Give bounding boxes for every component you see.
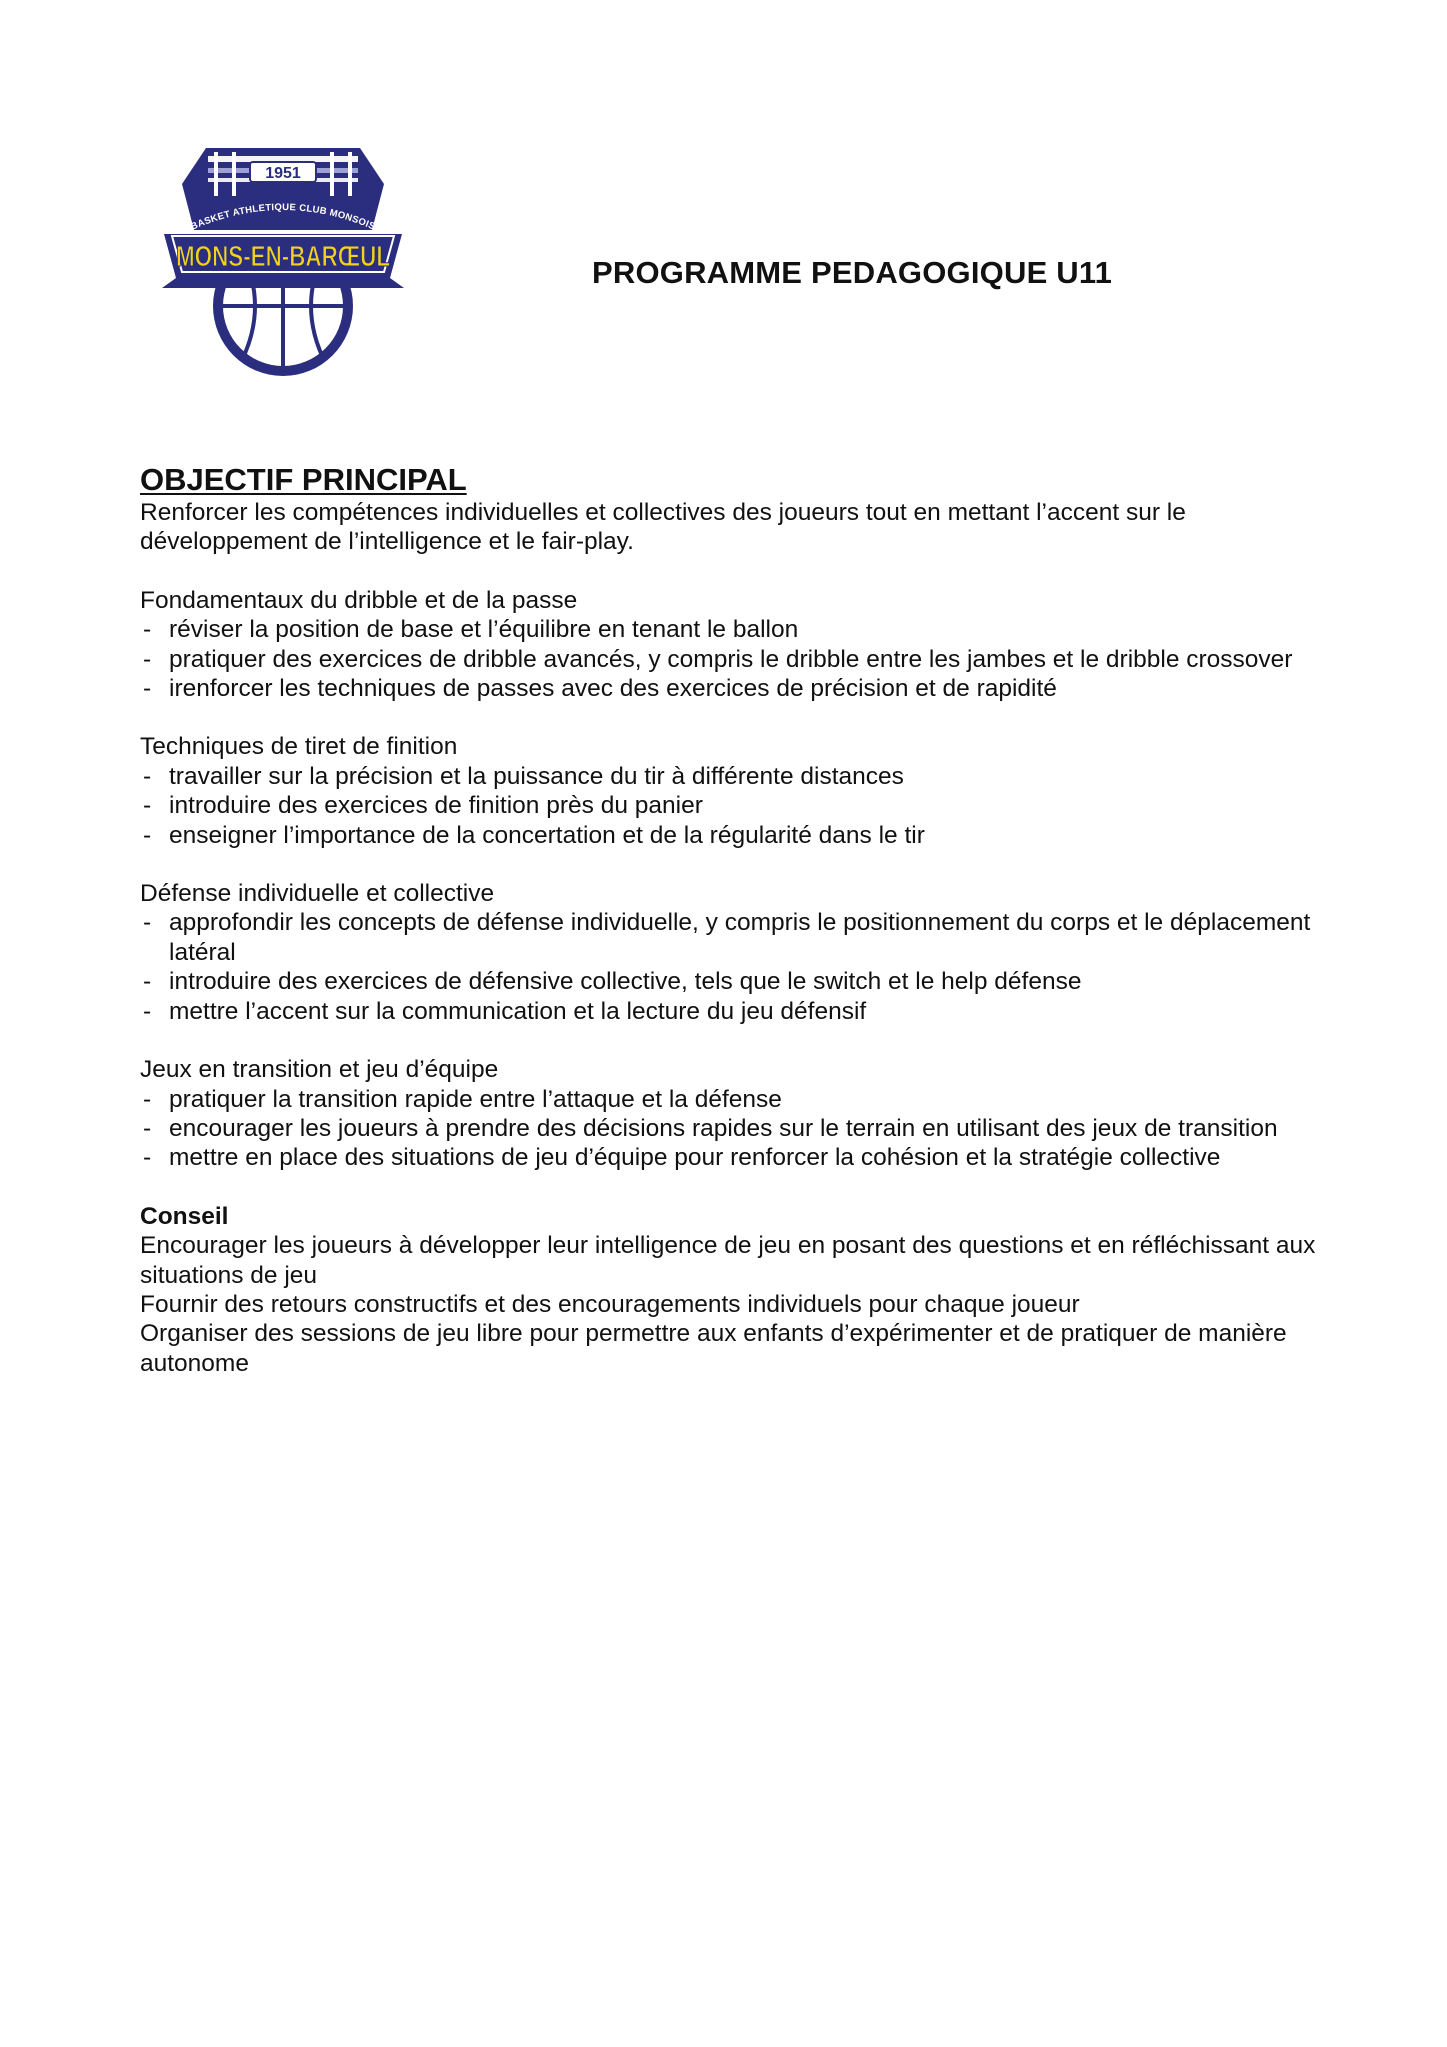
objective-heading: OBJECTIF PRINCIPAL [140, 462, 467, 497]
list-item: - pratiquer la transition rapide entre l’attaque et la défense [140, 1085, 1320, 1114]
objective-text: Renforcer les compétences individuelles et collectives des joueurs tout en mettant l’accent sur le développement de l’intelligence et le fair-play. [140, 499, 1186, 556]
tips-title: Conseil [140, 1202, 229, 1230]
section-transition [140, 1055, 1320, 1173]
page-title: PROGRAMME PEDAGOGIQUE U11 [592, 255, 1113, 290]
section-dribble-pass [140, 586, 1320, 704]
list-item: - enseigner l’importance de la concertation et de la régularité dans le tir [140, 821, 1320, 850]
section-title: Techniques de tiret de finition [140, 733, 458, 761]
list-item: - encourager les joueurs à prendre des décisions rapides sur le terrain en utilisant des jeux de transition [140, 1114, 1320, 1143]
list-item: - pratiquer des exercices de dribble avancés, y compris le dribble entre les jambes et le dribble crossover [140, 645, 1320, 674]
bullet-list [140, 1085, 1320, 1173]
list-item: - mettre l’accent sur la communication et la lecture du jeu défensif [140, 997, 1320, 1026]
section-defense [140, 879, 1320, 1026]
logo-year: 1951 [265, 165, 301, 182]
list-item: - introduire des exercices de défensive collective, tels que le switch et le help défense [140, 967, 1320, 996]
tip-line: Encourager les joueurs à développer leur intelligence de jeu en posant des questions et en réfléchissant aux situations de jeu [140, 1232, 1316, 1289]
section-title: Défense individuelle et collective [140, 880, 495, 908]
document-body [140, 462, 1320, 1378]
section-title: Jeux en transition et jeu d’équipe [140, 1056, 499, 1084]
list-item: - mettre en place des situations de jeu d’équipe pour renforcer la cohésion et la stratégie collective [140, 1143, 1320, 1172]
section-shooting [140, 732, 1320, 850]
bullet-list [140, 615, 1320, 703]
club-logo [158, 138, 408, 382]
list-item: - travailler sur la précision et la puissance du tir à différente distances [140, 762, 1320, 791]
section-title: Fondamentaux du dribble et de la passe [140, 586, 578, 614]
logo-arc-text: BASKET ATHLETIQUE CLUB MONSOIS [189, 201, 377, 233]
tip-line: Organiser des sessions de jeu libre pour permettre aux enfants d’expérimenter et de pratiquer de manière autonome [140, 1320, 1287, 1377]
list-item: - introduire des exercices de finition près du panier [140, 791, 1320, 820]
logo-name: MONS-EN-BARŒUL [176, 241, 390, 273]
bullet-list [140, 908, 1320, 1026]
bullet-list [140, 762, 1320, 850]
tip-line: Fournir des retours constructifs et des encouragements individuels pour chaque joueur [140, 1290, 1080, 1318]
list-item: - irenforcer les techniques de passes avec des exercices de précision et de rapidité [140, 674, 1320, 703]
list-item: - réviser la position de base et l’équilibre en tenant le ballon [140, 615, 1320, 644]
list-item: - approfondir les concepts de défense individuelle, y compris le positionnement du corps et le déplacement latéral [140, 908, 1320, 967]
tips-section [140, 1202, 1320, 1378]
